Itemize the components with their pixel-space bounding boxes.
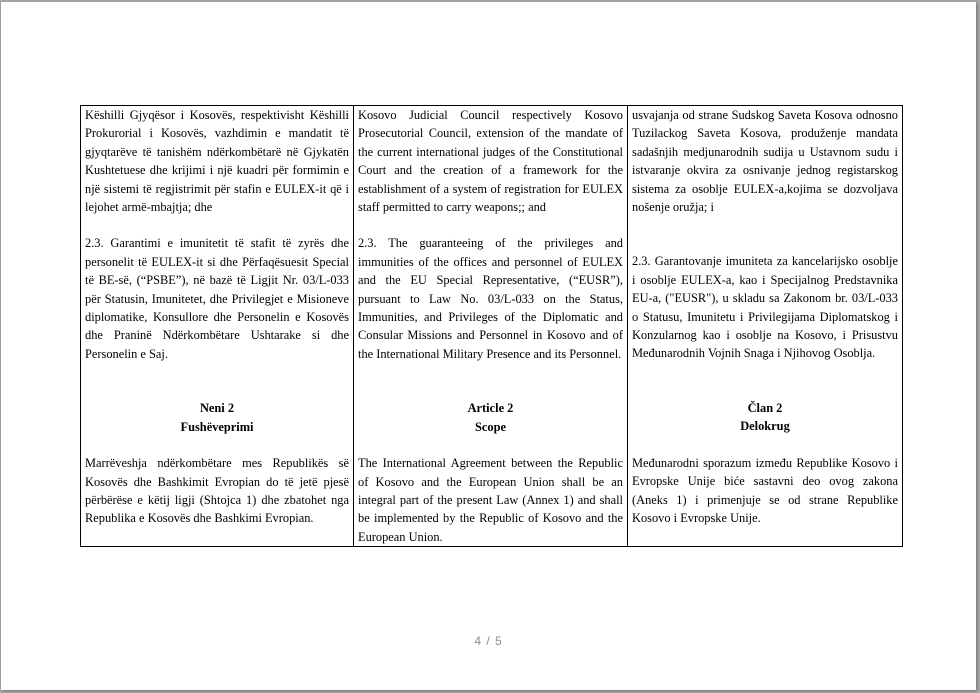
serbian-paragraph-2-3: 2.3. Garantovanje imuniteta za kancelarijsko osoblje i osoblje EULEX-a, kao i Specijalnog Predstavnika EU-a, ("EUSR"), u skladu sa Zakonom br. 03/L-033 o Statusu, Imunitetu i Privilegijama Diplomatskog i Konzularnog kao i osoblje na Kosovo, i Prisustvu Međunarodnih Vojnih Snaga i Njihovog Osoblja.: [632, 254, 898, 361]
table-row: [81, 106, 903, 547]
serbian-article-number: Član 2: [747, 400, 783, 415]
trilingual-law-table: [80, 105, 903, 547]
document-page: [1, 2, 976, 690]
albanian-article-title: Fushëveprimi: [180, 419, 254, 434]
english-paragraph-1: Kosovo Judicial Council respectively Kosovo Prosecutorial Council, extension of the mandate of the current international judges of the Constitutional Court and the creation of a framework for the establishment of a system of registration for EULEX staff permitted to carry weapons;; and: [358, 108, 623, 215]
serbian-paragraph-1: usvajanja od strane Sudskog Saveta Kosova odnosno Tuzilackog Saveta Kosova, produženje mandata sadašnjih medjunarodnih sudija u Ustavnom sudu i istvaranje okvira za osnivanje jednog registarskog sistema za osoblje EULEX-a,kojima se dozvoljava nošenje oružja; i: [632, 108, 898, 215]
english-article-title: Scope: [475, 419, 506, 434]
albanian-article-number: Neni 2: [199, 401, 235, 416]
english-paragraph-2-3: 2.3. The guaranteeing of the privileges and immunities of the offices and personnel of EULEX and the EU Special Representative, (“EUSR”), pursuant to Law No. 03/L-033 on the Status, Immunities, and Privileges of the Diplomatic and Consular Missions and Personnel in Kosovo and of the International Military Presence and its Personnel.: [358, 236, 623, 361]
english-article-number: Article 2: [467, 401, 514, 416]
albanian-paragraph-scope: Marrëveshja ndërkombëtare mes Republikës së Kosovës dhe Bashkimit Evropian do të jetë pjesë përbërëse e këtij ligji (Shtojca 1) dhe zbatohet nga Republika e Kosovës dhe Bashkimi Evropian.: [85, 456, 349, 526]
page-indicator: 4 / 5: [474, 634, 503, 648]
serbian-article-title: Delokrug: [740, 419, 790, 434]
serbian-paragraph-scope: Međunarodni sporazum između Republike Kosovo i Evropske Unije biće sastavni deo ovog zakona (Aneks 1) i primenjuje se od strane Republike Kosovo i Evropske Unije.: [632, 455, 898, 525]
english-column: [354, 106, 628, 547]
albanian-paragraph-1: Këshilli Gjyqësor i Kosovës, respektivisht Këshilli Prokurorial i Kosovës, vazhdimin e mandatit të gjyqtarëve të tanishëm ndërkombëtarë në Gjykatën Kushtetuese dhe krijimi i një kuadri për formimin e një sistemi të regjistrimit për stafin e EULEX-it që i lejohet armë-mbajtja; dhe: [85, 108, 349, 215]
albanian-paragraph-2-3: 2.3. Garantimi e imunitetit të stafit të zyrës dhe personelit të EULEX-it si dhe Përfaqësuesit Special të BE-së, (“PSBE”), në bazë të Ligjit Nr. 03/L-033 për Statusin, Imunitetet, dhe Privilegjet e Misioneve diplomatike, Konsullore dhe Personelin e Kosovës dhe Praninë Ndërkombëtare Ushtarake si dhe Personelin e Saj.: [85, 236, 349, 361]
serbian-column: [628, 106, 903, 547]
albanian-column: [81, 106, 354, 547]
english-paragraph-scope: The International Agreement between the Republic of Kosovo and the European Union shall be an integral part of the present Law (Annex 1) and shall be implemented by the Republic of Kosovo and the European Union.: [358, 456, 623, 544]
